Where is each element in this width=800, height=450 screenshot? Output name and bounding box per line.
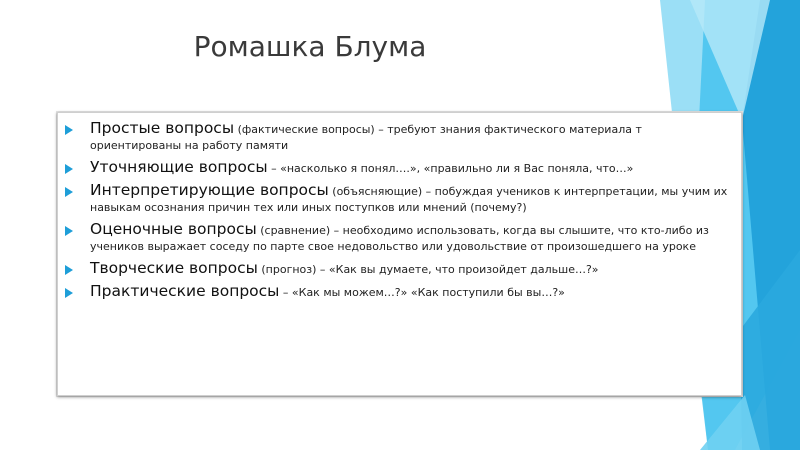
arrow-bullet-icon bbox=[65, 226, 73, 236]
arrow-bullet-icon bbox=[65, 187, 73, 197]
arrow-bullet-icon bbox=[65, 164, 73, 174]
item-term: Оценочные вопросы bbox=[90, 220, 257, 238]
item-description: – «Как мы можем…?» «Как поступили бы вы…?» bbox=[279, 286, 565, 299]
list-item bbox=[58, 261, 735, 277]
item-description: (объясняющие) – побуждая учеников к интерпретации, мы учим их навыкам осознания причин тех или иных поступков или мнений (почему?) bbox=[90, 185, 728, 214]
item-term: Практические вопросы bbox=[90, 282, 280, 300]
item-description: – «насколько я понял….», «правильно ли я Вас поняла, что…» bbox=[267, 162, 634, 175]
list-item bbox=[58, 222, 735, 254]
item-term: Интерпретирующие вопросы bbox=[90, 181, 329, 199]
item-term: Творческие вопросы bbox=[90, 259, 258, 277]
content-box bbox=[57, 112, 742, 396]
list-item bbox=[58, 284, 735, 300]
item-description: (фактические вопросы) – требуют знания фактического материала т ориентированы на работу памяти bbox=[90, 123, 642, 152]
list-item bbox=[58, 160, 735, 176]
item-description: (прогноз) – «Как вы думаете, что произойдет дальше…?» bbox=[257, 263, 599, 276]
list-item bbox=[58, 121, 735, 153]
item-term: Простые вопросы bbox=[90, 119, 235, 137]
arrow-bullet-icon bbox=[65, 288, 73, 298]
question-list bbox=[58, 113, 741, 300]
item-term: Уточняющие вопросы bbox=[90, 158, 268, 176]
slide-title: Ромашка Блума bbox=[193, 30, 427, 63]
arrow-bullet-icon bbox=[65, 125, 73, 135]
list-item bbox=[58, 183, 735, 215]
item-description: (сравнение) – необходимо использовать, когда вы слышите, что кто-либо из учеников выражает соседу по парте свое недовольство или удовольствие от произошедшего на уроке bbox=[90, 224, 709, 253]
arrow-bullet-icon bbox=[65, 265, 73, 275]
